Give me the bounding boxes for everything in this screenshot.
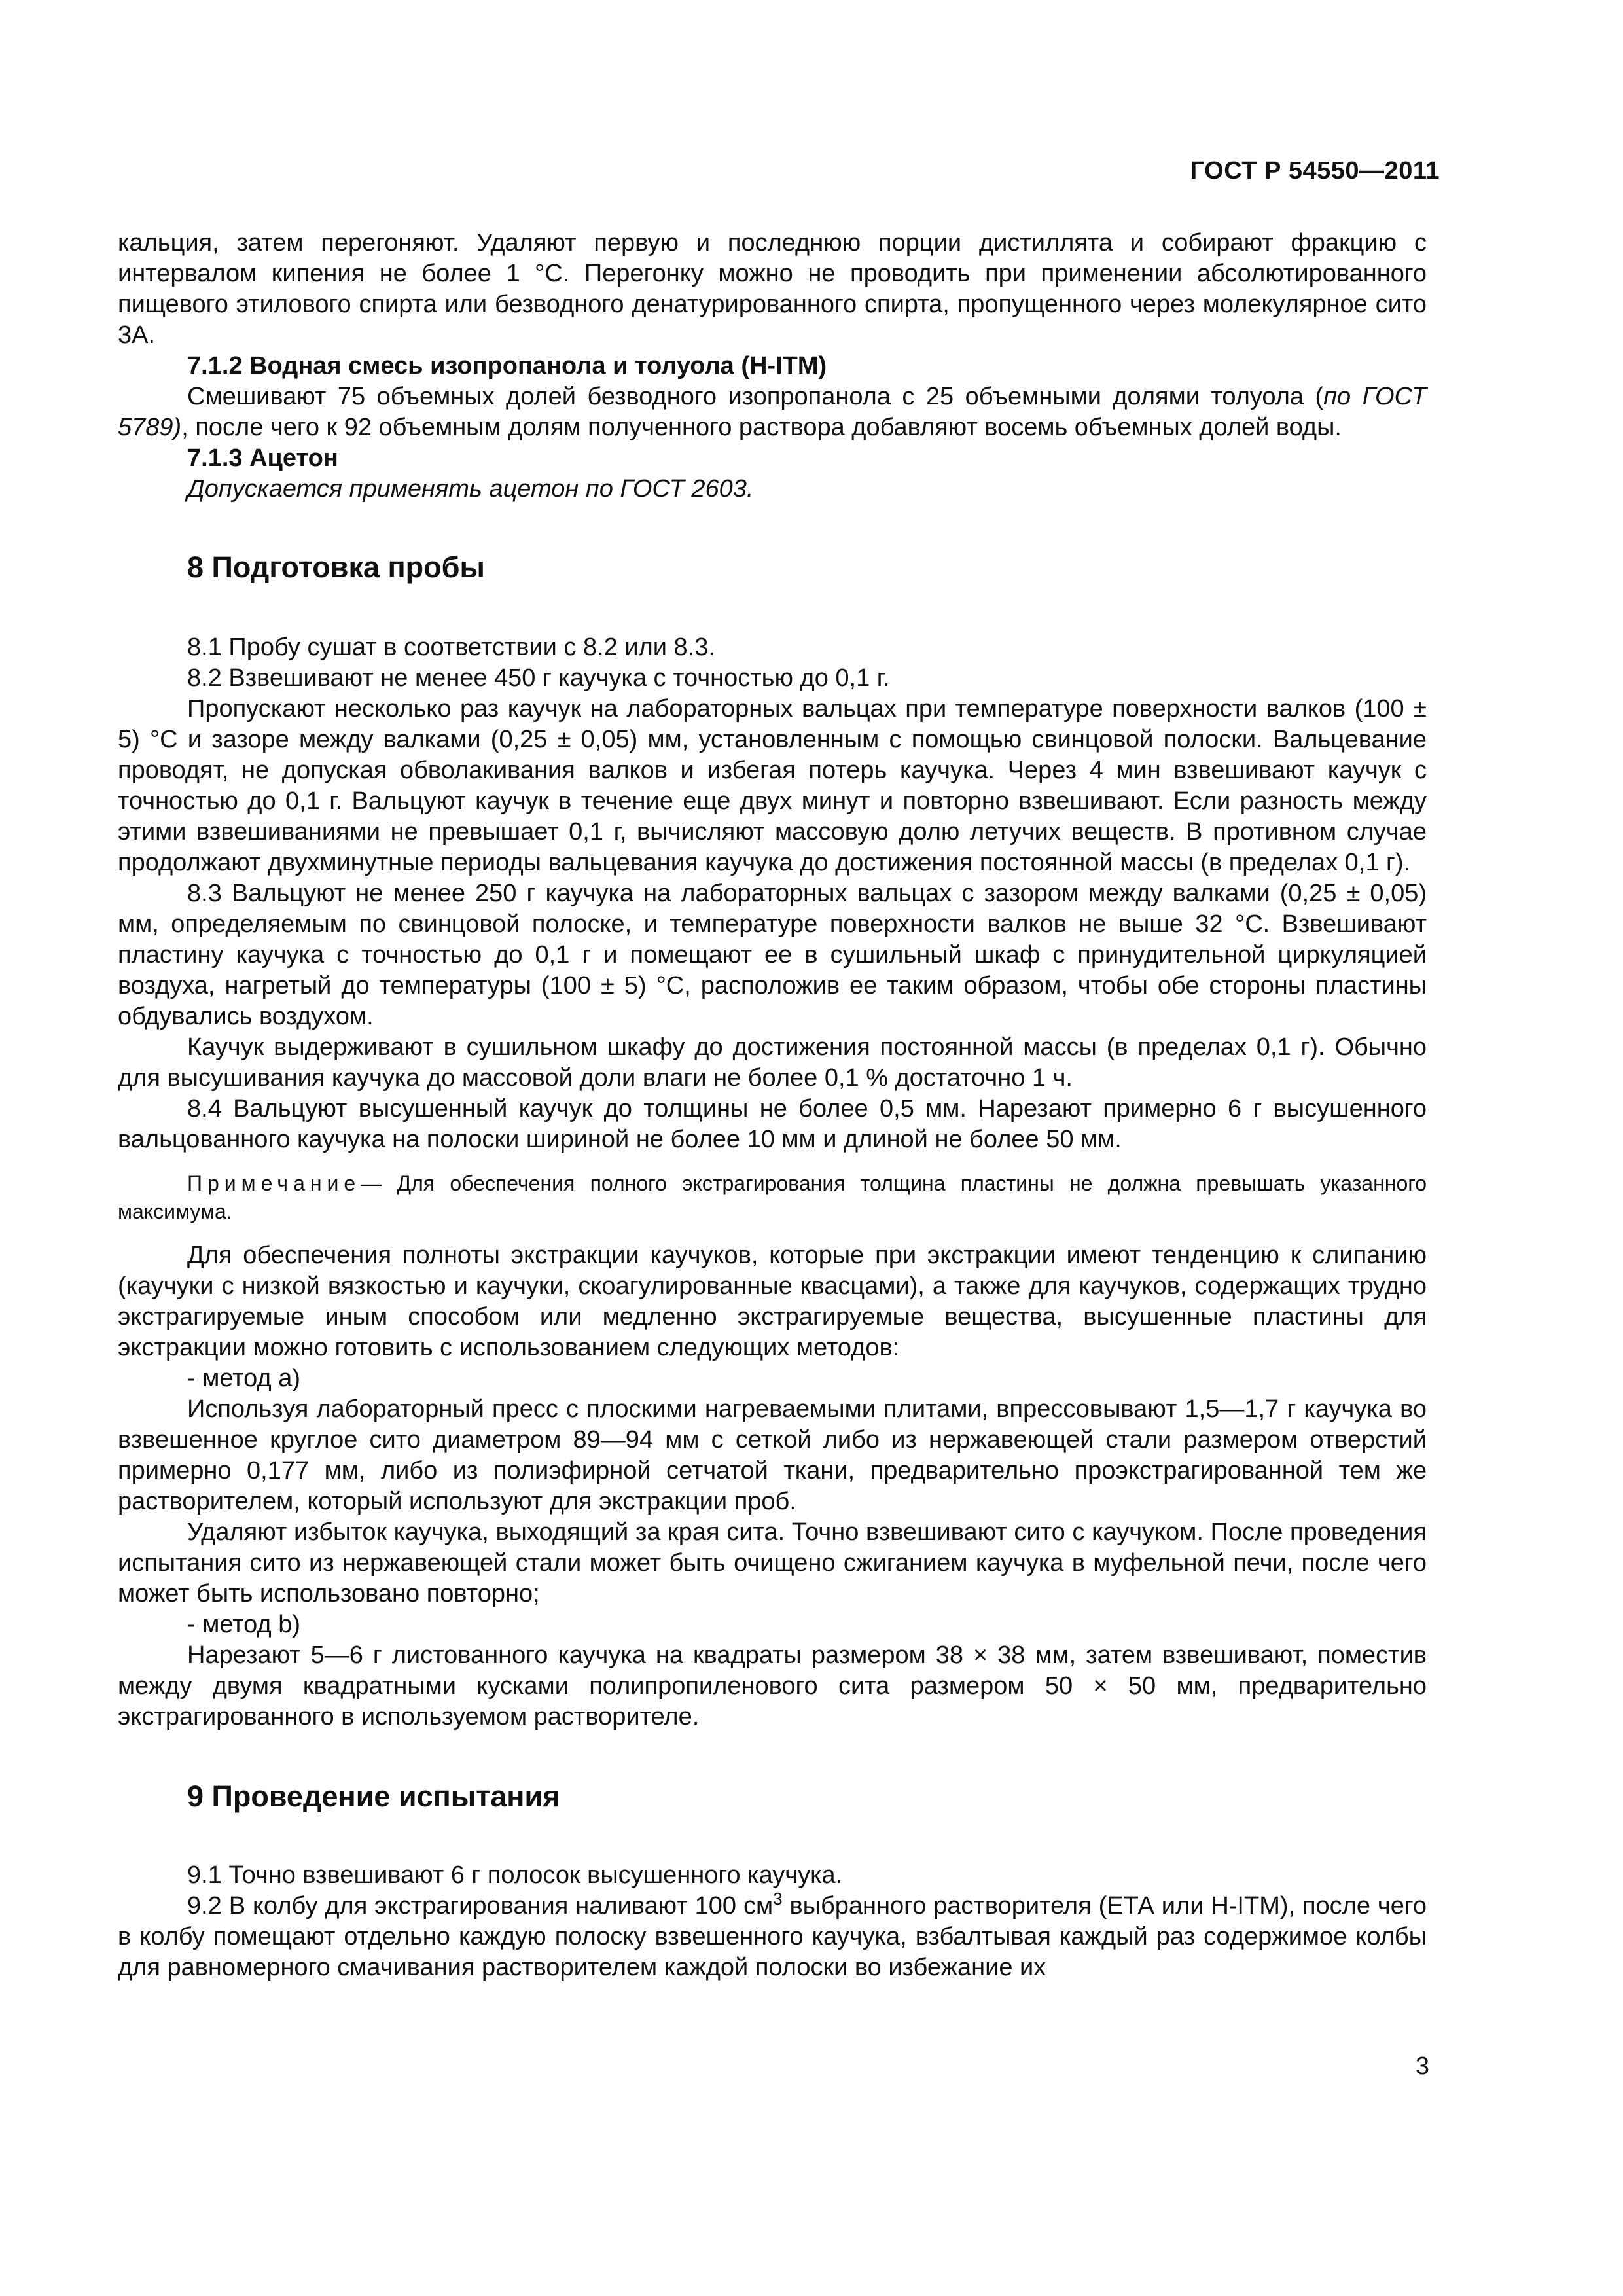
method-a-label: - метод а) (187, 1365, 301, 1392)
text-part: выбранного растворителя (ЕТА или H-ITM), после чего в колбу помещают отдельно каждую полоску взвешенного каучука, взбалтывая каждый раз содержимое колбы для равномерного смачивания растворителем каждой полоски во избежание их (118, 1892, 1427, 1981)
text-part: Смешивают 75 объемных долей безводного изопропанола с 25 объемными долями толуола ( (187, 383, 1324, 410)
document-code: ГОСТ Р 54550—2011 (1190, 157, 1440, 185)
note-block (118, 1170, 1427, 1226)
text-part: 9.2 В колбу для экстрагирования наливают 100 см (187, 1892, 774, 1920)
standard-reference: по ГОСТ 5789) (118, 383, 1427, 441)
text-part: , после чего к 92 объемным долям полученного раствора добавляют восемь объемных долей воды. (181, 414, 1342, 441)
method-b-label: - метод b) (187, 1611, 301, 1638)
page-number: 3 (1415, 2053, 1429, 2080)
paragraph-8-2-continued: Пропускают несколько раз каучук на лабораторных вальцах при температуре поверхности валков (100 ± 5) °С и зазоре между валками (0,25 ± 0,05) мм, установленным с помощью свинцовой полоски. Вальцевание проводят, не допуская обволакивания валков и избегая потерь каучука. Через 4 мин взвешивают каучук с точностью до 0,1 г. Вальцуют каучук в течение еще двух минут и повторно взвешивают. Если разность между этими взвешиваниями не превышает 0,1 г, вычисляют массовую долю летучих веществ. В противном случае продолжают двухминутные периоды вальцевания каучука до достижения постоянной массы (в пределах 0,1 г). (118, 695, 1427, 876)
paragraph-8-4: 8.4 Вальцуют высушенный каучук до толщины не более 0,5 мм. Нарезают примерно 6 г высушенного вальцованного каучука на полоски шириной не более 10 мм и длиной не более 50 мм. (118, 1095, 1427, 1153)
section-8-heading: 8 Подготовка пробы (187, 550, 485, 584)
page-content (118, 228, 1427, 1983)
paragraph-8-1: 8.1 Пробу сушат в соответствии с 8.2 или 8.3. (187, 634, 715, 661)
subsection-7-1-3-title: 7.1.3 Ацетон (187, 444, 338, 472)
method-a-paragraph-1: Используя лабораторный пресс с плоскими нагреваемыми плитами, впрессовывают 1,5—1,7 г каучука во взвешенное круглое сито диаметром 89—94 мм с сеткой либо из нержавеющей стали размером отверстий примерно 0,177 мм, либо из полиэфирной сетчатой ткани, предварительно проэкстрагированной тем же растворителем, который используют для экстракции проб. (118, 1395, 1427, 1515)
paragraph-8-3: 8.3 Вальцуют не менее 250 г каучука на лабораторных вальцах с зазором между валками (0,25 ± 0,05) мм, определяемым по свинцовой полоске, и температуре поверхности валков не выше 32 °С. Взвешивают пластину каучука с точностью до 0,1 г и помещают ее в сушильный шкаф с принудительной циркуляцией воздуха, нагретый до температуры (100 ± 5) °С, расположив ее таким образом, чтобы обе стороны пластины обдувались воздухом. (118, 880, 1427, 1030)
method-b-paragraph: Нарезают 5—6 г листованного каучука на квадраты размером 38 × 38 мм, затем взвешивают, поместив между двумя квадратными кусками полипропиленового сита размером 50 × 50 мм, предварительно экстрагированного в используемом растворителе. (118, 1641, 1427, 1731)
section-9-heading: 9 Проведение испытания (187, 1780, 560, 1813)
paragraph-9-2 (118, 1891, 1427, 1983)
superscript: 3 (773, 1889, 783, 1909)
subsection-7-1-2-text (118, 382, 1427, 443)
subsection-7-1-2-title: 7.1.2 Водная смесь изопропанола и толуола (H-ITM) (187, 352, 827, 380)
subsection-7-1-3-text: Допускается применять ацетон по ГОСТ 2603. (187, 475, 754, 503)
extraction-paragraph: Для обеспечения полноты экстракции каучуков, которые при экстракции имеют тенденцию к слипанию (каучуки с низкой вязкостью и каучуки, скоагулированные квасцами), а также для каучуков, содержащих трудно экстрагируемые иным способом или медленно экстрагируемые вещества, высушенные пластины для экстракции можно готовить с использованием следующих методов: (118, 1242, 1427, 1361)
intro-paragraph: кальция, затем перегоняют. Удаляют первую и последнюю порции дистиллята и собирают фракцию с интервалом кипения не более 1 °С. Перегонку можно не проводить при применении абсолютированного пищевого этилового спирта или безводного денатурированного спирта, пропущенного через молекулярное сито 3А. (118, 229, 1427, 349)
note-label: Примечание (187, 1172, 361, 1195)
paragraph-9-1: 9.1 Точно взвешивают 6 г полосок высушенного каучука. (187, 1861, 843, 1889)
paragraph-8-2: 8.2 Взвешивают не менее 450 г каучука с точностью до 0,1 г. (187, 664, 890, 692)
method-a-paragraph-2: Удаляют избыток каучука, выходящий за края сита. Точно взвешивают сито с каучуком. После проведения испытания сито из нержавеющей стали может быть очищено сжиганием каучука в муфельной печи, после чего может быть использовано повторно; (118, 1518, 1427, 1607)
note-text: — Для обеспечения полного экстрагирования толщина пластины не должна превышать указанного максимума. (118, 1172, 1427, 1223)
paragraph-8-3-continued: Каучук выдерживают в сушильном шкафу до достижения постоянной массы (в пределах 0,1 г). Обычно для высушивания каучука до массовой доли влаги не более 0,1 % достаточно 1 ч. (118, 1033, 1427, 1092)
